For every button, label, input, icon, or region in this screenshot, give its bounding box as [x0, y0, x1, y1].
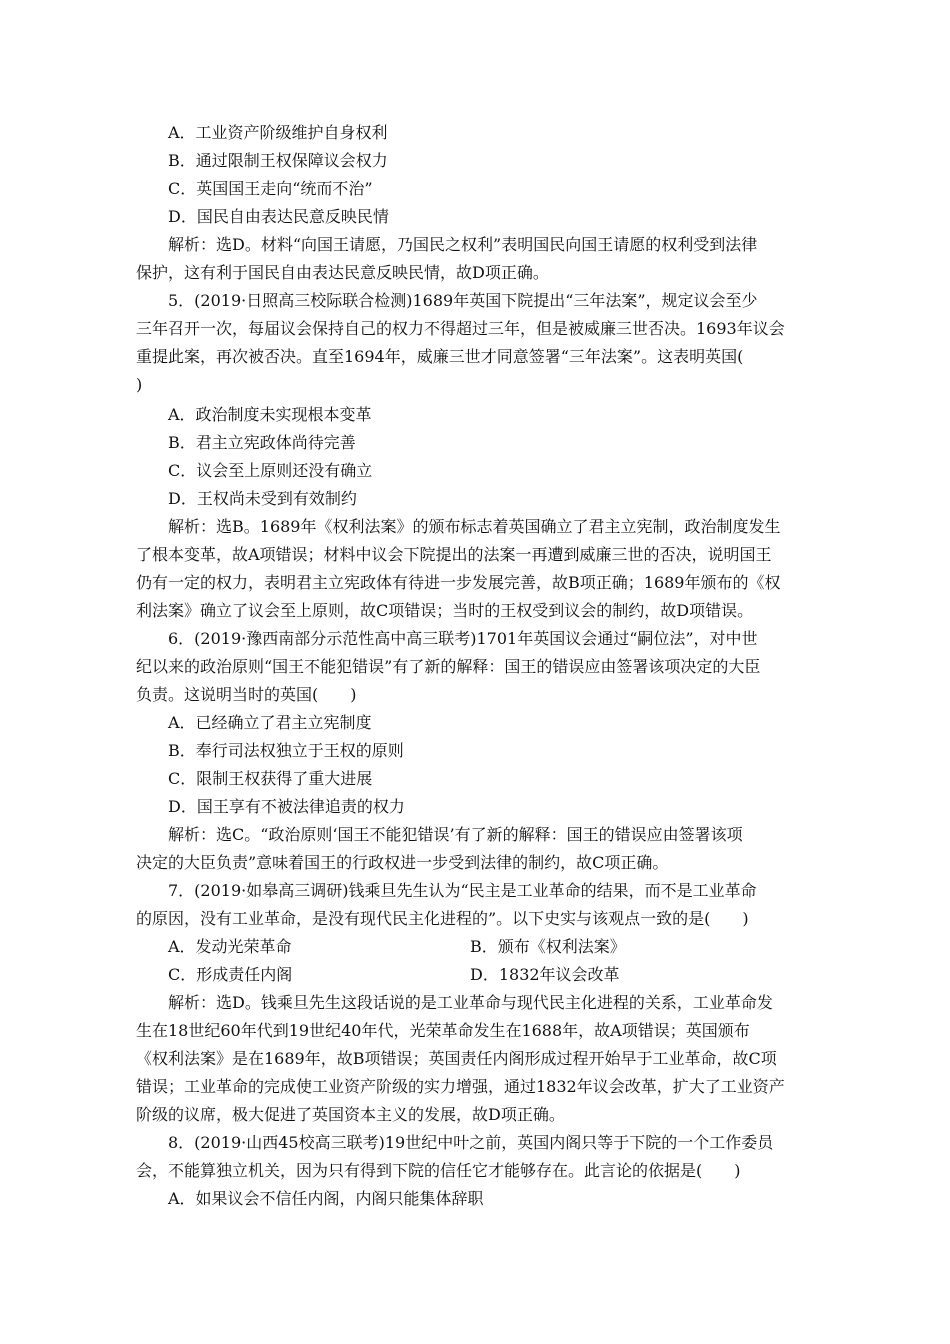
q7-analysis-line: 《权利法案》是在1689年，故B项错误；英国责任内阁形成过程开始早于工业革命，故C项: [136, 1049, 777, 1068]
q7-option-a: A．发动光荣革命: [168, 937, 292, 956]
q5-analysis-line: 解析：选B。1689年《权利法案》的颁布标志着英国确立了君主立宪制，政治制度发生: [168, 517, 781, 536]
q5-option-a: A．政治制度未实现根本变革: [168, 405, 372, 424]
q5-analysis-line: 利法案》确立了议会至上原则，故C项错误；当时的王权受到议会的制约，故D项错误。: [136, 601, 754, 620]
q5-option-c: C．议会至上原则还没有确立: [168, 461, 373, 480]
q8-stem-line: 会，不能算独立机关，因为只有得到下院的信任它才能够存在。此言论的依据是( ): [136, 1161, 741, 1180]
q7-option-b: B．颁布《权利法案》: [470, 937, 626, 956]
q5-option-b: B．君主立宪政体尚待完善: [168, 433, 356, 452]
q4-option-d: D．国民自由表达民意反映民情: [168, 207, 389, 226]
q7-stem-line: 的原因，没有工业革命，是没有现代民主化进程的”。以下史实与该观点一致的是( ): [136, 909, 749, 928]
q6-option-c: C．限制王权获得了重大进展: [168, 769, 373, 788]
q5-stem-line: 5．(2019·日照高三校际联合检测)1689年英国下院提出“三年法案”，规定议会至少: [168, 291, 758, 310]
q6-analysis-line: 解析：选C。“政治原则‘国王不能犯错误’有了新的解释：国王的错误应由签署该项: [168, 825, 743, 844]
q7-analysis-line: 生在18世纪60年代到19世纪40年代，光荣革命发生在1688年，故A项错误；英国颁布: [136, 1021, 750, 1040]
q7-stem-line: 7．(2019·如皋高三调研)钱乘旦先生认为“民主是工业革命的结果，而不是工业革命: [168, 881, 757, 900]
q6-stem-line: 6．(2019·豫西南部分示范性高中高三联考)1701年英国议会通过“嗣位法”，对中世: [168, 629, 758, 648]
q4-option-c: C．英国国王走向“统而不治”: [168, 179, 373, 198]
q4-option-a: A．工业资产阶级维护自身权利: [168, 123, 388, 142]
q6-stem-line: 纪以来的政治原则“国王不能犯错误”有了新的解释：国王的错误应由签署该项决定的大臣: [136, 657, 761, 676]
q4-analysis-line: 解析：选D。材料“向国王请愿，乃国民之权利”表明国民向国王请愿的权利受到法律: [168, 235, 758, 254]
q6-option-d: D．国王享有不被法律追责的权力: [168, 797, 405, 816]
q5-stem-line: ): [136, 375, 143, 394]
q7-option-c: C．形成责任内阁: [168, 965, 293, 984]
q6-stem-line: 负责。这说明当时的英国( ): [136, 685, 357, 704]
q6-option-b: B．奉行司法权独立于王权的原则: [168, 741, 404, 760]
q8-option-a: A．如果议会不信任内阁，内阁只能集体辞职: [168, 1189, 484, 1208]
q7-option-d: D．1832年议会改革: [470, 965, 620, 984]
q8-stem-line: 8．(2019·山西45校高三联考)19世纪中叶之前，英国内阁只等于下院的一个工作委员: [168, 1133, 774, 1152]
q4-option-b: B．通过限制王权保障议会权力: [168, 151, 388, 170]
q5-analysis-line: 仍有一定的权力，表明君主立宪政体有待进一步发展完善，故B项正确；1689年颁布的《权: [136, 573, 781, 592]
q4-analysis-line: 保护，这有利于国民自由表达民意反映民情，故D项正确。: [136, 263, 549, 282]
q5-stem-line: 重提此案，再次被否决。直至1694年，威廉三世才同意签署“三年法案”。这表明英国(: [136, 347, 744, 366]
q7-analysis-line: 错误；工业革命的完成使工业资产阶级的实力增强，通过1832年议会改革，扩大了工业资产: [136, 1077, 785, 1096]
q6-analysis-line: 决定的大臣负责”意味着国王的行政权进一步受到法律的制约，故C项正确。: [136, 853, 669, 872]
q5-option-d: D．王权尚未受到有效制约: [168, 489, 357, 508]
q5-analysis-line: 了根本变革，故A项错误；材料中议会下院提出的法案一再遭到威廉三世的否决，说明国王: [136, 545, 772, 564]
q7-analysis-line: 解析：选D。钱乘旦先生这段话说的是工业革命与现代民主化进程的关系，工业革命发: [168, 993, 773, 1012]
q6-option-a: A．已经确立了君主立宪制度: [168, 713, 372, 732]
q7-analysis-line: 阶级的议席，极大促进了英国资本主义的发展，故D项正确。: [136, 1105, 565, 1124]
q5-stem-line: 三年召开一次，每届议会保持自己的权力不得超过三年，但是被威廉三世否决。1693年议会: [136, 319, 785, 338]
